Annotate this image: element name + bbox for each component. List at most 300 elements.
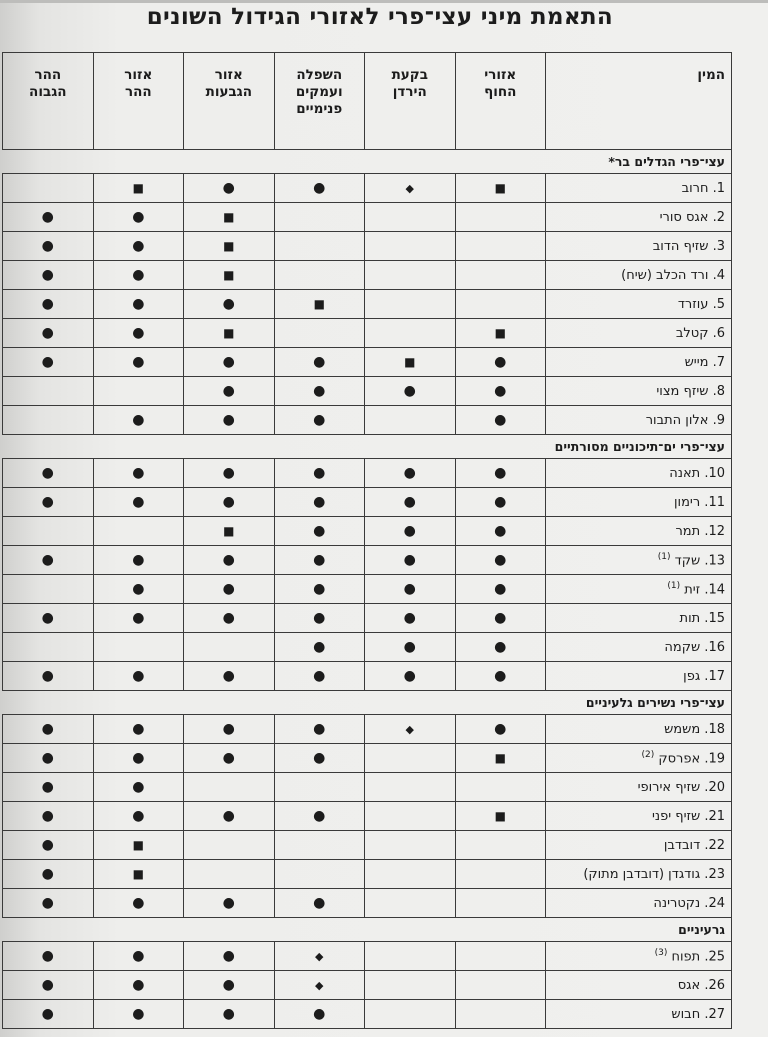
suitability-cell bbox=[455, 377, 545, 406]
suitability-cell bbox=[274, 488, 364, 517]
suitability-cell bbox=[274, 1000, 364, 1029]
suitability-cell bbox=[3, 348, 94, 377]
suitability-cell bbox=[184, 860, 274, 889]
dot-icon: ● bbox=[313, 382, 326, 399]
suitability-cell bbox=[274, 633, 364, 662]
section-header-row bbox=[3, 150, 732, 174]
suitability-cell bbox=[93, 604, 183, 633]
dot-icon: ● bbox=[132, 266, 145, 283]
suitability-cell bbox=[274, 715, 364, 744]
square-icon: ■ bbox=[132, 866, 144, 881]
dot-icon: ● bbox=[222, 179, 235, 196]
dot-icon: ● bbox=[494, 353, 507, 370]
dot-icon: ● bbox=[403, 609, 416, 626]
dot-icon: ● bbox=[222, 493, 235, 510]
dot-icon: ● bbox=[313, 551, 326, 568]
suitability-cell bbox=[93, 889, 183, 918]
species-name bbox=[545, 459, 731, 488]
table-row bbox=[3, 488, 732, 517]
species-name bbox=[545, 860, 731, 889]
suitability-cell bbox=[184, 406, 274, 435]
species-name bbox=[545, 662, 731, 691]
dot-icon: ● bbox=[494, 493, 507, 510]
suitability-cell bbox=[93, 290, 183, 319]
suitability-cell bbox=[184, 971, 274, 1000]
dot-icon: ● bbox=[41, 551, 54, 568]
suitability-cell bbox=[365, 889, 455, 918]
suitability-cell bbox=[274, 971, 364, 1000]
dot-icon: ● bbox=[222, 1005, 235, 1022]
species-name bbox=[545, 575, 731, 604]
suitability-cell bbox=[93, 1000, 183, 1029]
suitability-cell bbox=[184, 459, 274, 488]
suitability-cell bbox=[93, 232, 183, 261]
suitability-cell bbox=[93, 942, 183, 971]
suitability-cell bbox=[455, 174, 545, 203]
square-icon: ■ bbox=[223, 325, 235, 340]
table-row bbox=[3, 319, 732, 348]
suitability-cell bbox=[365, 174, 455, 203]
suitability-cell bbox=[93, 174, 183, 203]
suitability-cell bbox=[3, 860, 94, 889]
suitability-cell bbox=[184, 261, 274, 290]
suitability-cell bbox=[184, 889, 274, 918]
suitability-cell bbox=[455, 633, 545, 662]
suitability-cell bbox=[365, 860, 455, 889]
suitability-cell bbox=[455, 942, 545, 971]
dot-icon: ● bbox=[313, 580, 326, 597]
species-name bbox=[545, 971, 731, 1000]
dot-icon: ● bbox=[403, 464, 416, 481]
suitability-cell bbox=[93, 261, 183, 290]
suitability-cell bbox=[3, 575, 94, 604]
suitability-cell bbox=[3, 715, 94, 744]
table-row bbox=[3, 744, 732, 773]
suitability-cell bbox=[274, 406, 364, 435]
dot-icon: ● bbox=[132, 807, 145, 824]
square-icon: ■ bbox=[223, 238, 235, 253]
suitability-cell bbox=[455, 860, 545, 889]
dot-icon: ● bbox=[132, 208, 145, 225]
suitability-cell bbox=[365, 546, 455, 575]
species-name bbox=[545, 546, 731, 575]
footnote-marker: (1) bbox=[657, 551, 671, 562]
species-label: 14. זית bbox=[684, 582, 725, 598]
species-label: 2. אגס סורי bbox=[659, 209, 725, 225]
square-icon: ■ bbox=[223, 523, 235, 538]
table-row bbox=[3, 942, 732, 971]
dot-icon: ● bbox=[494, 411, 507, 428]
species-label: 4. ורד הכלב (שיח) bbox=[621, 267, 725, 283]
dot-icon: ● bbox=[132, 464, 145, 481]
suitability-cell bbox=[184, 517, 274, 546]
table-row bbox=[3, 662, 732, 691]
suitability-cell bbox=[365, 488, 455, 517]
suitability-cell bbox=[274, 802, 364, 831]
dot-icon: ● bbox=[222, 720, 235, 737]
dot-icon: ● bbox=[41, 749, 54, 766]
species-label: 24. נקטרינה bbox=[653, 895, 725, 911]
header-column: אזור ההר bbox=[93, 53, 183, 150]
dot-icon: ● bbox=[132, 1005, 145, 1022]
dot-icon: ● bbox=[222, 551, 235, 568]
suitability-cell bbox=[93, 831, 183, 860]
suitability-cell bbox=[274, 860, 364, 889]
species-label: 3. שזיף הדוב bbox=[652, 238, 725, 254]
section-title: עצי־פרי ים־תיכוניים מסורתיים bbox=[3, 435, 732, 459]
dot-icon: ● bbox=[494, 638, 507, 655]
suitability-cell bbox=[93, 377, 183, 406]
suitability-cell bbox=[455, 802, 545, 831]
square-icon: ■ bbox=[494, 325, 506, 340]
suitability-cell bbox=[455, 662, 545, 691]
suitability-cell bbox=[93, 715, 183, 744]
dot-icon: ● bbox=[132, 411, 145, 428]
square-icon: ■ bbox=[494, 750, 506, 765]
table-row bbox=[3, 261, 732, 290]
square-icon: ■ bbox=[132, 180, 144, 195]
suitability-cell bbox=[365, 604, 455, 633]
header-column: אזור הגבעות bbox=[184, 53, 274, 150]
suitability-cell bbox=[455, 546, 545, 575]
species-label: 9. אלון התבור bbox=[645, 412, 725, 428]
dot-icon: ● bbox=[313, 609, 326, 626]
suitability-cell bbox=[455, 290, 545, 319]
dot-icon: ● bbox=[132, 237, 145, 254]
suitability-cell bbox=[93, 802, 183, 831]
table-row bbox=[3, 889, 732, 918]
species-label: 20. שזיף אירופי bbox=[637, 779, 725, 795]
dot-icon: ● bbox=[222, 609, 235, 626]
suitability-cell bbox=[274, 942, 364, 971]
suitability-cell bbox=[3, 744, 94, 773]
suitability-cell bbox=[365, 319, 455, 348]
suitability-cell bbox=[455, 744, 545, 773]
table-row bbox=[3, 633, 732, 662]
suitability-cell bbox=[3, 604, 94, 633]
species-label: 23. גודגדן (דובדבן מתוק) bbox=[583, 866, 725, 882]
suitability-cell bbox=[93, 662, 183, 691]
species-label: 22. דובדבן bbox=[663, 837, 725, 853]
dot-icon: ● bbox=[41, 266, 54, 283]
suitability-cell bbox=[455, 575, 545, 604]
table-row bbox=[3, 971, 732, 1000]
header-column: אזורי החוף bbox=[455, 53, 545, 150]
dot-icon: ● bbox=[403, 667, 416, 684]
suitability-cell bbox=[455, 261, 545, 290]
table-row bbox=[3, 831, 732, 860]
species-name bbox=[545, 517, 731, 546]
dot-icon: ● bbox=[132, 580, 145, 597]
dot-icon: ● bbox=[494, 522, 507, 539]
species-label: 12. תמר bbox=[675, 523, 725, 539]
table-row bbox=[3, 860, 732, 889]
species-label: 5. עוזרד bbox=[677, 296, 725, 312]
suitability-cell bbox=[184, 232, 274, 261]
suitability-cell bbox=[365, 517, 455, 546]
suitability-cell bbox=[274, 517, 364, 546]
suitability-cell bbox=[365, 261, 455, 290]
suitability-cell bbox=[455, 715, 545, 744]
suitability-cell bbox=[3, 546, 94, 575]
species-name bbox=[545, 261, 731, 290]
section-title: עצי־פרי נשירים גלעיניים bbox=[3, 691, 732, 715]
dot-icon: ● bbox=[132, 609, 145, 626]
species-name bbox=[545, 604, 731, 633]
species-name bbox=[545, 744, 731, 773]
suitability-cell bbox=[93, 546, 183, 575]
suitability-cell bbox=[274, 831, 364, 860]
table-row bbox=[3, 715, 732, 744]
suitability-cell bbox=[3, 232, 94, 261]
suitability-cell bbox=[455, 319, 545, 348]
suitability-cell bbox=[365, 459, 455, 488]
suitability-cell bbox=[184, 831, 274, 860]
species-label: 10. תאנה bbox=[669, 465, 725, 481]
dot-icon: ● bbox=[222, 947, 235, 964]
dot-icon: ● bbox=[313, 667, 326, 684]
suitability-cell bbox=[3, 517, 94, 546]
species-name bbox=[545, 802, 731, 831]
suitability-cell bbox=[3, 488, 94, 517]
suitability-cell bbox=[365, 773, 455, 802]
species-name bbox=[545, 319, 731, 348]
dot-icon: ● bbox=[41, 976, 54, 993]
suitability-cell bbox=[365, 1000, 455, 1029]
suitability-cell bbox=[365, 348, 455, 377]
suitability-cell bbox=[455, 517, 545, 546]
page-title: התאמת מיני עצי־פרי לאזורי הגידול השונים bbox=[146, 4, 613, 30]
suitability-cell bbox=[455, 348, 545, 377]
dot-icon: ● bbox=[403, 638, 416, 655]
section-header-row bbox=[3, 918, 732, 942]
table-row bbox=[3, 406, 732, 435]
header-column: השפלה ועמקים פנימיים bbox=[274, 53, 364, 150]
dot-icon: ● bbox=[132, 947, 145, 964]
suitability-cell bbox=[3, 942, 94, 971]
square-icon: ■ bbox=[404, 354, 416, 369]
suitability-cell bbox=[184, 290, 274, 319]
suitability-cell bbox=[184, 348, 274, 377]
suitability-cell bbox=[3, 802, 94, 831]
species-label: 7. מייש bbox=[684, 354, 725, 370]
dot-icon: ● bbox=[132, 324, 145, 341]
suitability-cell bbox=[93, 971, 183, 1000]
suitability-cell bbox=[274, 575, 364, 604]
species-name bbox=[545, 633, 731, 662]
suitability-cell bbox=[93, 744, 183, 773]
fruit-tree-table bbox=[2, 52, 732, 1029]
suitability-cell bbox=[93, 203, 183, 232]
suitability-cell bbox=[3, 459, 94, 488]
dot-icon: ● bbox=[222, 894, 235, 911]
dot-icon: ● bbox=[222, 464, 235, 481]
suitability-cell bbox=[184, 319, 274, 348]
suitability-cell bbox=[365, 715, 455, 744]
species-label: 25. תפוח bbox=[671, 949, 725, 965]
species-label: 8. שיזף מצוי bbox=[656, 383, 725, 399]
suitability-cell bbox=[3, 290, 94, 319]
dot-icon: ● bbox=[403, 522, 416, 539]
dot-icon: ● bbox=[222, 382, 235, 399]
suitability-cell bbox=[274, 662, 364, 691]
suitability-cell bbox=[455, 604, 545, 633]
suitability-cell bbox=[184, 488, 274, 517]
dot-icon: ● bbox=[313, 638, 326, 655]
suitability-cell bbox=[274, 290, 364, 319]
table-row bbox=[3, 174, 732, 203]
suitability-cell bbox=[455, 406, 545, 435]
dot-icon: ● bbox=[403, 493, 416, 510]
species-name bbox=[545, 773, 731, 802]
header-row bbox=[3, 53, 732, 150]
suitability-cell bbox=[93, 319, 183, 348]
dot-icon: ● bbox=[494, 580, 507, 597]
dot-icon: ● bbox=[41, 353, 54, 370]
suitability-cell bbox=[274, 546, 364, 575]
suitability-cell bbox=[274, 232, 364, 261]
dot-icon: ● bbox=[132, 894, 145, 911]
species-label: 27. חבוש bbox=[671, 1006, 725, 1022]
footnote-marker: (2) bbox=[641, 749, 655, 760]
suitability-cell bbox=[184, 174, 274, 203]
table-row bbox=[3, 459, 732, 488]
suitability-cell bbox=[3, 377, 94, 406]
suitability-cell bbox=[3, 773, 94, 802]
table-row bbox=[3, 203, 732, 232]
species-name bbox=[545, 203, 731, 232]
dot-icon: ● bbox=[313, 179, 326, 196]
diamond-icon: ◆ bbox=[315, 949, 324, 963]
suitability-cell bbox=[93, 773, 183, 802]
suitability-cell bbox=[93, 517, 183, 546]
suitability-cell bbox=[455, 232, 545, 261]
dot-icon: ● bbox=[313, 493, 326, 510]
dot-icon: ● bbox=[41, 464, 54, 481]
species-name bbox=[545, 290, 731, 319]
suitability-cell bbox=[365, 290, 455, 319]
footnote-marker: (1) bbox=[667, 580, 681, 591]
dot-icon: ● bbox=[494, 464, 507, 481]
species-label: 17. גפן bbox=[683, 668, 725, 684]
dot-icon: ● bbox=[41, 894, 54, 911]
dot-icon: ● bbox=[313, 411, 326, 428]
dot-icon: ● bbox=[41, 667, 54, 684]
table-row bbox=[3, 232, 732, 261]
suitability-cell bbox=[455, 889, 545, 918]
suitability-cell bbox=[274, 773, 364, 802]
species-name bbox=[545, 232, 731, 261]
table-row bbox=[3, 604, 732, 633]
suitability-cell bbox=[3, 261, 94, 290]
header-column: בקעת הירדן bbox=[365, 53, 455, 150]
species-label: 26. אגס bbox=[677, 977, 725, 993]
suitability-cell bbox=[274, 174, 364, 203]
species-label: 13. שקד bbox=[674, 553, 725, 569]
suitability-cell bbox=[3, 406, 94, 435]
dot-icon: ● bbox=[222, 749, 235, 766]
suitability-cell bbox=[3, 1000, 94, 1029]
dot-icon: ● bbox=[41, 836, 54, 853]
square-icon: ■ bbox=[313, 296, 325, 311]
suitability-cell bbox=[3, 319, 94, 348]
suitability-cell bbox=[365, 232, 455, 261]
suitability-cell bbox=[274, 261, 364, 290]
suitability-cell bbox=[93, 348, 183, 377]
suitability-cell bbox=[274, 889, 364, 918]
table-row bbox=[3, 517, 732, 546]
species-name bbox=[545, 1000, 731, 1029]
diamond-icon: ◆ bbox=[405, 722, 414, 736]
suitability-cell bbox=[3, 971, 94, 1000]
suitability-cell bbox=[365, 662, 455, 691]
dot-icon: ● bbox=[41, 295, 54, 312]
dot-icon: ● bbox=[132, 749, 145, 766]
suitability-cell bbox=[455, 773, 545, 802]
species-name bbox=[545, 406, 731, 435]
square-icon: ■ bbox=[132, 837, 144, 852]
dot-icon: ● bbox=[41, 807, 54, 824]
dot-icon: ● bbox=[313, 1005, 326, 1022]
table-row bbox=[3, 546, 732, 575]
suitability-cell bbox=[3, 203, 94, 232]
species-label: 1. חרוב bbox=[681, 180, 725, 196]
dot-icon: ● bbox=[222, 411, 235, 428]
species-label: 19. אפרסק bbox=[658, 751, 725, 767]
dot-icon: ● bbox=[494, 551, 507, 568]
suitability-cell bbox=[455, 971, 545, 1000]
suitability-cell bbox=[93, 406, 183, 435]
suitability-cell bbox=[93, 633, 183, 662]
dot-icon: ● bbox=[132, 667, 145, 684]
section-header-row bbox=[3, 691, 732, 715]
dot-icon: ● bbox=[403, 382, 416, 399]
table-row bbox=[3, 348, 732, 377]
square-icon: ■ bbox=[223, 209, 235, 224]
dot-icon: ● bbox=[222, 807, 235, 824]
suitability-cell bbox=[455, 1000, 545, 1029]
header-species: המין bbox=[545, 53, 731, 150]
suitability-cell bbox=[184, 604, 274, 633]
suitability-cell bbox=[184, 633, 274, 662]
dot-icon: ● bbox=[41, 947, 54, 964]
suitability-cell bbox=[274, 744, 364, 773]
species-name bbox=[545, 377, 731, 406]
species-name bbox=[545, 889, 731, 918]
square-icon: ■ bbox=[223, 267, 235, 282]
suitability-cell bbox=[184, 773, 274, 802]
dot-icon: ● bbox=[222, 976, 235, 993]
suitability-cell bbox=[455, 831, 545, 860]
suitability-cell bbox=[365, 575, 455, 604]
diamond-icon: ◆ bbox=[315, 978, 324, 992]
suitability-cell bbox=[365, 831, 455, 860]
dot-icon: ● bbox=[132, 720, 145, 737]
suitability-cell bbox=[365, 203, 455, 232]
suitability-cell bbox=[365, 744, 455, 773]
dot-icon: ● bbox=[313, 894, 326, 911]
species-name bbox=[545, 488, 731, 517]
suitability-cell bbox=[184, 715, 274, 744]
dot-icon: ● bbox=[132, 551, 145, 568]
suitability-cell bbox=[365, 802, 455, 831]
square-icon: ■ bbox=[494, 808, 506, 823]
dot-icon: ● bbox=[41, 1005, 54, 1022]
suitability-cell bbox=[274, 319, 364, 348]
suitability-cell bbox=[3, 831, 94, 860]
dot-icon: ● bbox=[403, 551, 416, 568]
dot-icon: ● bbox=[222, 353, 235, 370]
